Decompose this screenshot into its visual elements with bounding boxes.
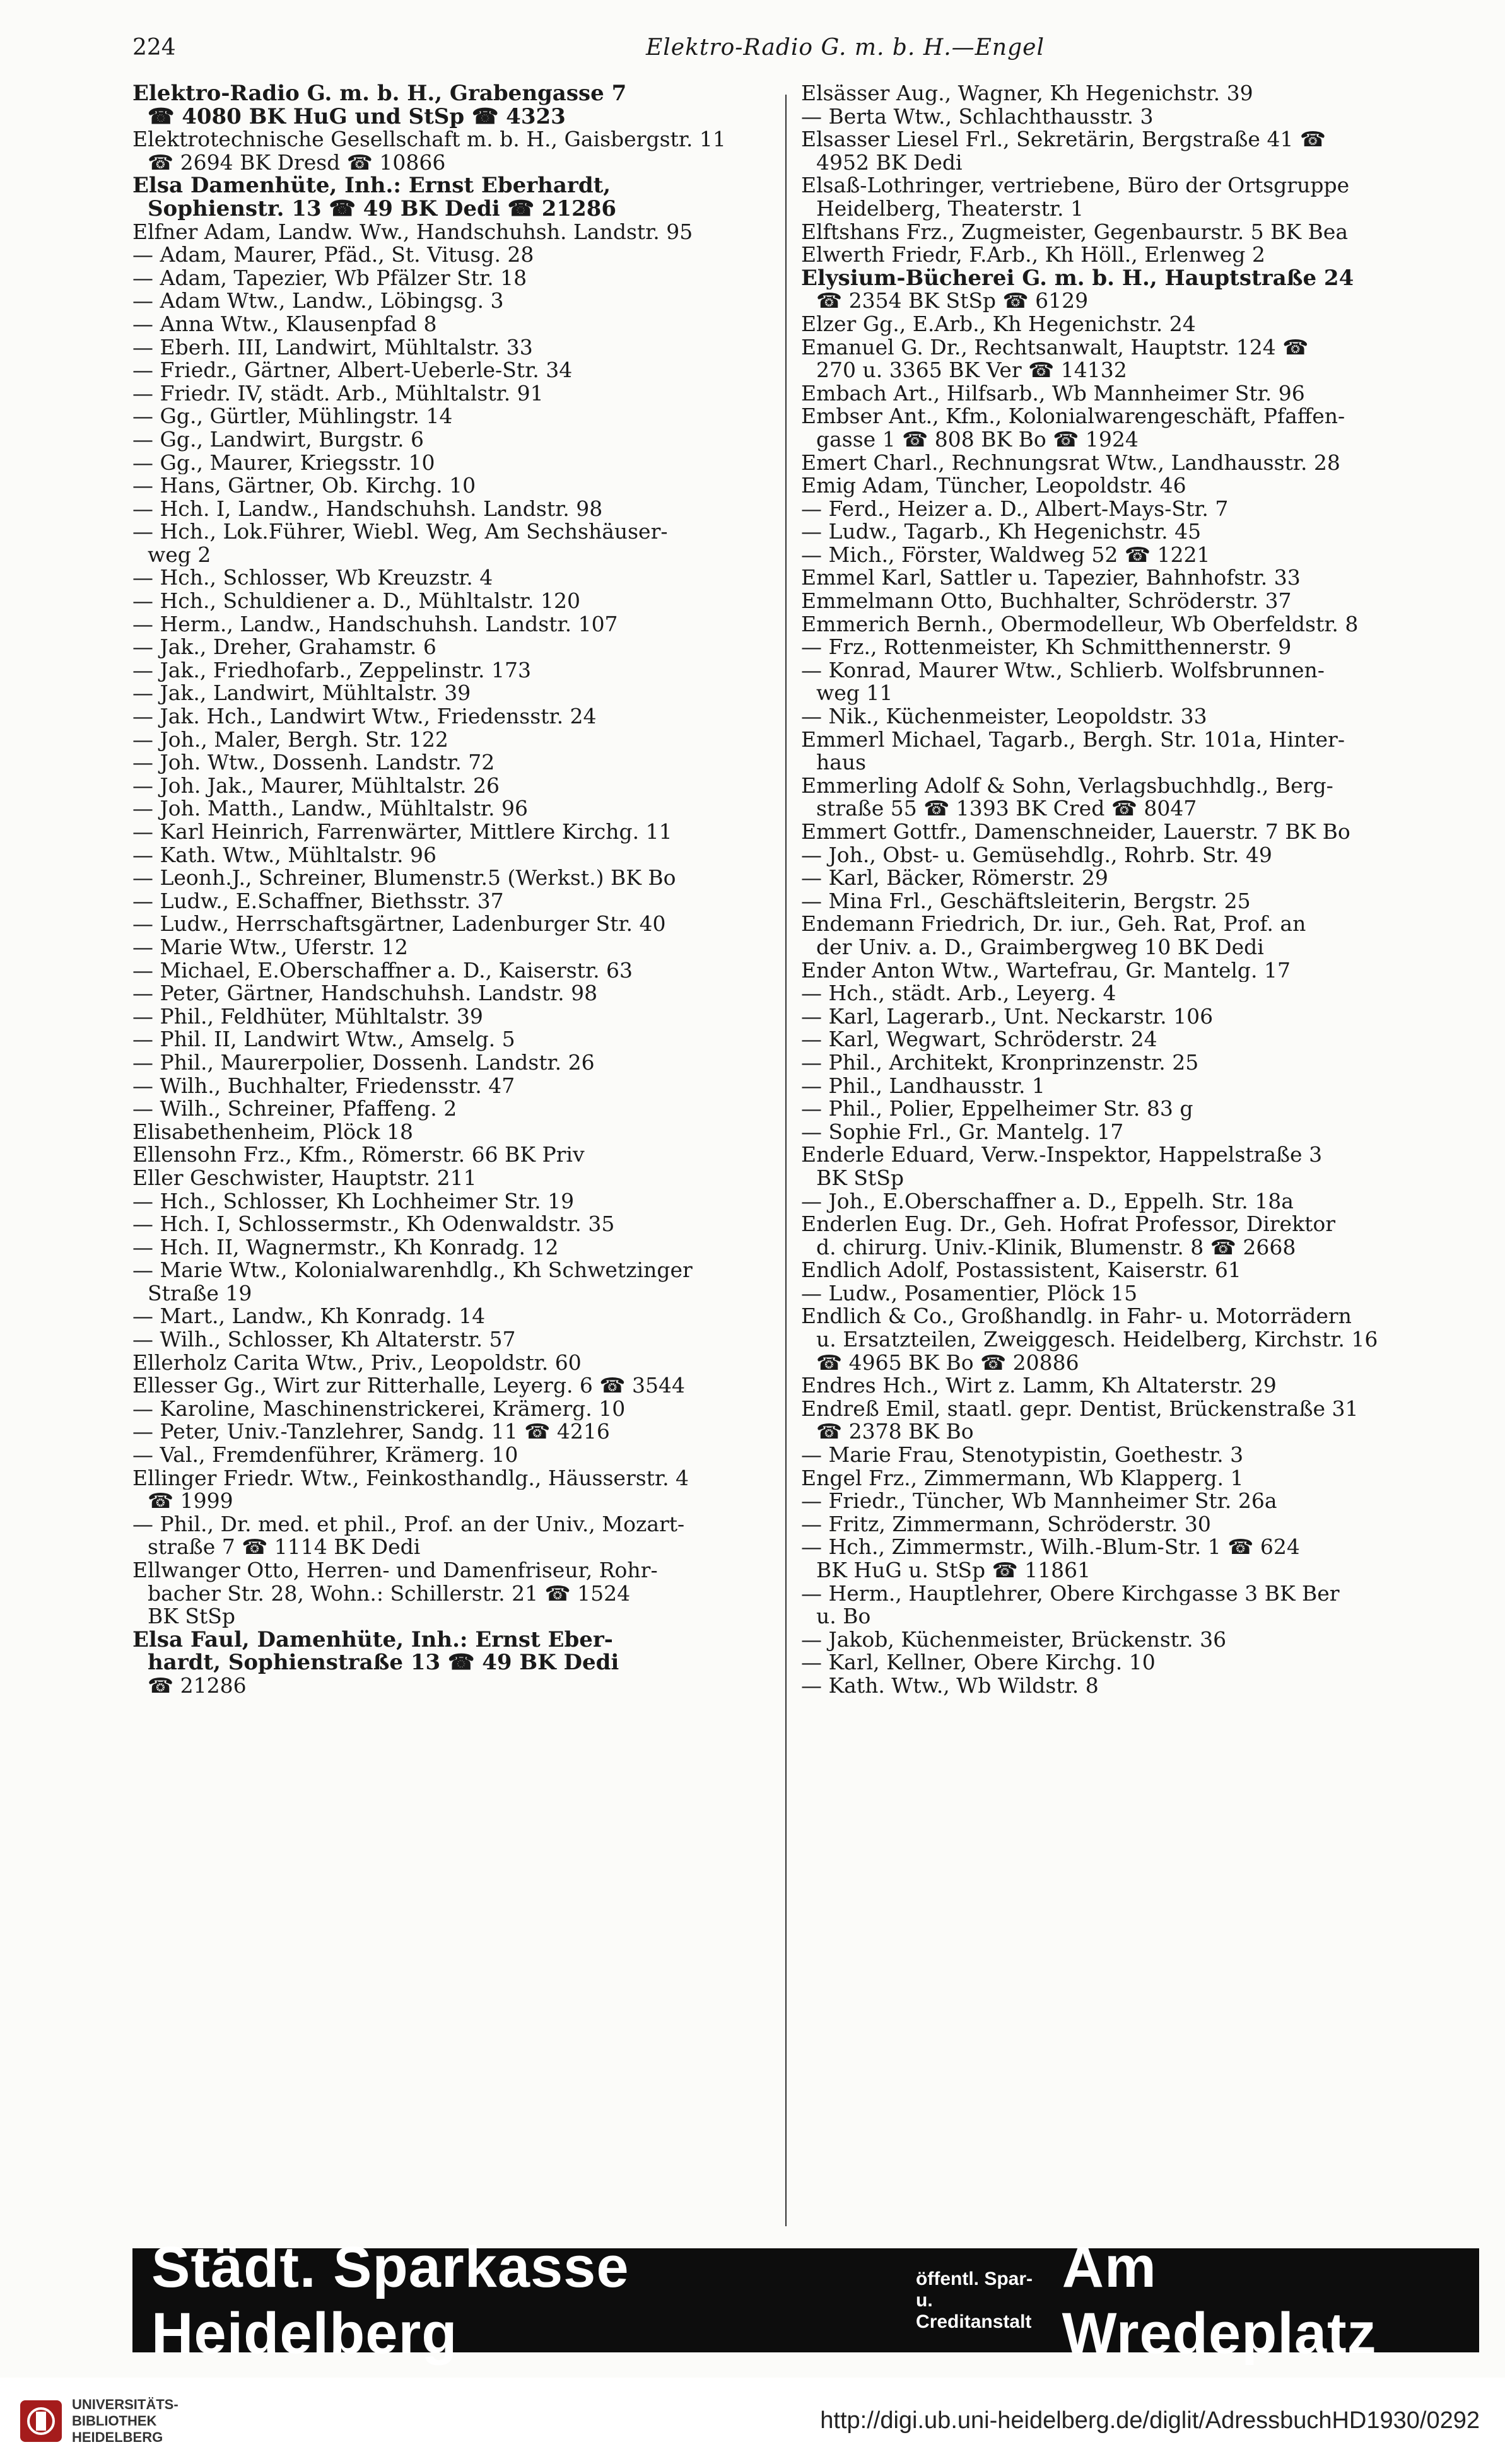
source-url[interactable]: http://digi.ub.uni-heidelberg.de/diglit/AdressbuchHD1930/0292 xyxy=(820,2407,1480,2434)
directory-entry: Ellesser Gg., Wirt zur Ritterhalle, Leyerg. 6 ☎ 3544 xyxy=(132,1374,685,1398)
directory-entry: Embser Ant., Kfm., Kolonialwarengeschäft, Pfaffen- xyxy=(801,405,1345,428)
directory-entry: — Fritz, Zimmermann, Schröderstr. 30 xyxy=(801,1512,1211,1536)
right-column xyxy=(801,82,1482,2239)
directory-entry: — Ludw., E.Schaffner, Biethsstr. 37 xyxy=(132,889,504,913)
directory-entry: Ellwanger Otto, Herren- und Damenfriseur, Rohr- xyxy=(132,1559,658,1582)
column-divider xyxy=(785,95,787,2226)
directory-entry: ☎ 2354 BK StSp ☎ 6129 xyxy=(816,289,1089,313)
directory-entry: haus xyxy=(816,751,867,774)
directory-entry: Straße 19 xyxy=(148,1282,252,1305)
directory-entry: — Wilh., Schreiner, Pfaffeng. 2 xyxy=(132,1097,457,1121)
directory-entry: Endreß Emil, staatl. gepr. Dentist, Brückenstraße 31 xyxy=(801,1397,1359,1421)
directory-entry: Elftshans Frz., Zugmeister, Gegenbaurstr. 5 BK Bea xyxy=(801,220,1349,244)
directory-entry: BK HuG u. StSp ☎ 11861 xyxy=(816,1559,1091,1582)
directory-entry: BK StSp xyxy=(148,1605,235,1628)
directory-entry: — Phil., Landhausstr. 1 xyxy=(801,1074,1045,1098)
footer-bar xyxy=(0,2378,1505,2464)
directory-entry: — Joh. Matth., Landw., Mühltalstr. 96 xyxy=(132,797,528,820)
directory-entry: — Kath. Wtw., Wb Wildstr. 8 xyxy=(801,1674,1099,1698)
directory-entry: — Frz., Rottenmeister, Kh Schmitthennerstr. 9 xyxy=(801,636,1292,659)
directory-entry: Enderlen Eug. Dr., Geh. Hofrat Professor, Direktor xyxy=(801,1213,1335,1236)
directory-entry: — Phil., Feldhüter, Mühltalstr. 39 xyxy=(132,1005,483,1029)
directory-entry: — Hch., Schlosser, Kh Lochheimer Str. 19 xyxy=(132,1189,575,1213)
directory-entry: Emmert Gottfr., Damenschneider, Lauerstr. 7 BK Bo xyxy=(801,820,1350,844)
directory-entry: — Wilh., Schlosser, Kh Altaterstr. 57 xyxy=(132,1328,516,1352)
directory-entry: — Ferd., Heizer a. D., Albert-Mays-Str. 7 xyxy=(801,497,1229,521)
advertisement-banner xyxy=(132,2234,1479,2366)
directory-entry: Ellinger Friedr. Wtw., Feinkosthandlg., Häusserstr. 4 xyxy=(132,1466,689,1490)
directory-entry: Endres Hch., Wirt z. Lamm, Kh Altaterstr. 29 xyxy=(801,1374,1277,1398)
directory-entry: — Hch. I, Landw., Handschuhsh. Landstr. 98 xyxy=(132,497,603,521)
directory-entry: Elysium-Bücherei G. m. b. H., Hauptstraße 24 xyxy=(801,266,1354,290)
directory-entry: Emig Adam, Tüncher, Leopoldstr. 46 xyxy=(801,474,1186,498)
directory-entry: — Herm., Hauptlehrer, Obere Kirchgasse 3 BK Ber xyxy=(801,1582,1340,1606)
directory-entry: — Hch. I, Schlossermstr., Kh Odenwaldstr. 35 xyxy=(132,1213,615,1236)
directory-entry: — Mich., Förster, Waldweg 52 ☎ 1221 xyxy=(801,543,1210,567)
directory-entry: — Joh., Maler, Bergh. Str. 122 xyxy=(132,728,448,752)
directory-entry: — Hch., Zimmermstr., Wilh.-Blum-Str. 1 ☎ 624 xyxy=(801,1536,1300,1559)
directory-entry: BK StSp xyxy=(816,1166,904,1190)
directory-entry: — Phil., Polier, Eppelheimer Str. 83 g xyxy=(801,1097,1193,1121)
directory-entry: — Peter, Gärtner, Handschuhsh. Landstr. 98 xyxy=(132,982,598,1005)
directory-entry: Elisabethenheim, Plöck 18 xyxy=(132,1120,413,1144)
directory-entry: 4952 BK Dedi xyxy=(816,151,963,175)
directory-entry: ☎ 4965 BK Bo ☎ 20886 xyxy=(816,1351,1079,1375)
directory-entry: — Phil., Dr. med. et phil., Prof. an der Univ., Mozart- xyxy=(132,1512,685,1536)
directory-entry: — Karoline, Maschinenstrickerei, Krämerg. 10 xyxy=(132,1397,626,1421)
directory-entry: — Hch., Schuldiener a. D., Mühltalstr. 120 xyxy=(132,590,580,613)
directory-entry: — Hch. II, Wagnermstr., Kh Konradg. 12 xyxy=(132,1235,559,1259)
directory-entry: — Wilh., Buchhalter, Friedensstr. 47 xyxy=(132,1074,515,1098)
directory-entry: — Kath. Wtw., Mühltalstr. 96 xyxy=(132,843,436,867)
directory-entry: — Joh. Jak., Maurer, Mühltalstr. 26 xyxy=(132,774,500,798)
directory-entry: — Michael, E.Oberschaffner a. D., Kaiserstr. 63 xyxy=(132,959,633,983)
directory-entry: — Mart., Landw., Kh Konradg. 14 xyxy=(132,1305,486,1329)
library-line1: UNIVERSITÄTS- xyxy=(72,2396,179,2412)
directory-entry: Elektrotechnische Gesellschaft m. b. H., Gaisbergstr. 11 xyxy=(132,128,726,151)
directory-entry: — Peter, Univ.-Tanzlehrer, Sandg. 11 ☎ 4216 xyxy=(132,1420,610,1444)
banner-small-line1: öffentl. Spar- u. xyxy=(916,2268,1033,2311)
directory-entry: d. chirurg. Univ.-Klinik, Blumenstr. 8 ☎ 2668 xyxy=(816,1235,1296,1259)
directory-entry: — Jakob, Küchenmeister, Brückenstr. 36 xyxy=(801,1628,1227,1652)
directory-entry: — Konrad, Maurer Wtw., Schlierb. Wolfsbrunnen- xyxy=(801,658,1325,682)
directory-entry: ☎ 2378 BK Bo xyxy=(816,1420,974,1444)
directory-entry: Emmerling Adolf & Sohn, Verlagsbuchhdlg., Berg- xyxy=(801,774,1333,798)
directory-entry: Heidelberg, Theaterstr. 1 xyxy=(816,197,1084,221)
directory-entry: — Eberh. III, Landwirt, Mühltalstr. 33 xyxy=(132,336,533,359)
university-library-logo xyxy=(19,2399,63,2443)
directory-entry: — Marie Wtw., Kolonialwarenhdlg., Kh Schwetzinger xyxy=(132,1259,693,1282)
directory-entry: — Phil. II, Landwirt Wtw., Amselg. 5 xyxy=(132,1028,515,1051)
directory-entry: — Gg., Maurer, Kriegsstr. 10 xyxy=(132,451,435,475)
directory-entry: u. Bo xyxy=(816,1605,871,1628)
directory-entry: — Friedr., Gärtner, Albert-Ueberle-Str. 34 xyxy=(132,359,573,382)
directory-entry: ☎ 1999 xyxy=(148,1490,233,1513)
directory-entry: — Jak. Hch., Landwirt Wtw., Friedensstr. 24 xyxy=(132,705,597,728)
directory-entry: der Univ. a. D., Graimbergweg 10 BK Dedi xyxy=(816,935,1264,959)
directory-entry: Enderle Eduard, Verw.-Inspektor, Happelstraße 3 xyxy=(801,1143,1323,1167)
directory-entry: — Jak., Dreher, Grahamstr. 6 xyxy=(132,636,436,659)
directory-entry: — Berta Wtw., Schlachthausstr. 3 xyxy=(801,105,1154,129)
directory-entry: straße 55 ☎ 1393 BK Cred ☎ 8047 xyxy=(816,797,1197,820)
directory-entry: Engel Frz., Zimmermann, Wb Klapperg. 1 xyxy=(801,1466,1244,1490)
directory-entry: — Hans, Gärtner, Ob. Kirchg. 10 xyxy=(132,474,476,498)
directory-entry: Elsa Damenhüte, Inh.: Ernst Eberhardt, xyxy=(132,174,611,197)
directory-entry: Elsässer Aug., Wagner, Kh Hegenichstr. 39 xyxy=(801,82,1253,105)
directory-entry: — Hch., Lok.Führer, Wiebl. Weg, Am Sechshäuser- xyxy=(132,520,668,544)
directory-entry: Elwerth Friedr, F.Arb., Kh Höll., Erlenweg 2 xyxy=(801,243,1265,267)
page-number: 224 xyxy=(132,34,176,61)
directory-entry: 270 u. 3365 BK Ver ☎ 14132 xyxy=(816,359,1127,382)
directory-entry: — Hch., städt. Arb., Leyerg. 4 xyxy=(801,982,1116,1005)
directory-entry: — Jak., Friedhofarb., Zeppelinstr. 173 xyxy=(132,658,532,682)
directory-entry: — Joh., Obst- u. Gemüsehdlg., Rohrb. Str. 49 xyxy=(801,843,1272,867)
banner-right-text: Am Wredeplatz xyxy=(1062,2234,1377,2366)
page-header xyxy=(132,25,1470,69)
directory-entry: — Jak., Landwirt, Mühltalstr. 39 xyxy=(132,682,471,706)
directory-entry: — Friedr. IV, städt. Arb., Mühltalstr. 91 xyxy=(132,382,544,406)
directory-entry: Elfner Adam, Landw. Ww., Handschuhsh. Landstr. 95 xyxy=(132,220,693,244)
directory-entry: ☎ 4080 BK HuG und StSp ☎ 4323 xyxy=(148,105,566,129)
directory-entry: Endemann Friedrich, Dr. iur., Geh. Rat, Prof. an xyxy=(801,913,1306,936)
directory-entry: — Joh. Wtw., Dossenh. Landstr. 72 xyxy=(132,751,495,774)
library-line2: BIBLIOTHEK xyxy=(72,2412,157,2429)
directory-entry: — Karl, Bäcker, Römerstr. 29 xyxy=(801,867,1108,890)
directory-entry: — Gg., Landwirt, Burgstr. 6 xyxy=(132,428,424,452)
directory-entry: bacher Str. 28, Wohn.: Schillerstr. 21 ☎ 1524 xyxy=(148,1582,631,1606)
directory-entry: Eller Geschwister, Hauptstr. 211 xyxy=(132,1166,477,1190)
directory-entry: hardt, Sophienstraße 13 ☎ 49 BK Dedi xyxy=(148,1651,619,1674)
directory-entry: — Anna Wtw., Klausenpfad 8 xyxy=(132,312,437,336)
directory-entry: — Nik., Küchenmeister, Leopoldstr. 33 xyxy=(801,705,1207,728)
directory-entry: — Herm., Landw., Handschuhsh. Landstr. 107 xyxy=(132,612,618,636)
directory-entry: Endlich Adolf, Postassistent, Kaiserstr. 61 xyxy=(801,1259,1241,1282)
directory-entry: — Leonh.J., Schreiner, Blumenstr.5 (Werkst.) BK Bo xyxy=(132,867,676,890)
running-head: Elektro-Radio G. m. b. H.—Engel xyxy=(646,34,1045,61)
directory-entry: Endlich & Co., Großhandlg. in Fahr- u. Motorrädern xyxy=(801,1305,1352,1329)
directory-entry: Elzer Gg., E.Arb., Kh Hegenichstr. 24 xyxy=(801,312,1196,336)
banner-left-text: Städt. Sparkasse Heidelberg xyxy=(151,2234,630,2366)
directory-entry: Emert Charl., Rechnungsrat Wtw., Landhausstr. 28 xyxy=(801,451,1340,475)
directory-entry: Ellerholz Carita Wtw., Priv., Leopoldstr. 60 xyxy=(132,1351,582,1375)
left-column xyxy=(132,82,776,2239)
directory-entry: — Mina Frl., Geschäftsleiterin, Bergstr. 25 xyxy=(801,889,1251,913)
directory-entry: u. Ersatzteilen, Zweiggesch. Heidelberg, Kirchstr. 16 xyxy=(816,1328,1378,1352)
directory-entry: Ellensohn Frz., Kfm., Römerstr. 66 BK Priv xyxy=(132,1143,585,1167)
directory-entry: — Ludw., Tagarb., Kh Hegenichstr. 45 xyxy=(801,520,1202,544)
directory-entry: — Phil., Architekt, Kronprinzenstr. 25 xyxy=(801,1051,1199,1075)
directory-entry: — Ludw., Herrschaftsgärtner, Ladenburger Str. 40 xyxy=(132,913,666,936)
directory-entry: weg 11 xyxy=(816,682,893,706)
directory-entry: Elsasser Liesel Frl., Sekretärin, Bergstraße 41 ☎ xyxy=(801,128,1326,151)
directory-entry: straße 7 ☎ 1114 BK Dedi xyxy=(148,1536,421,1559)
directory-entry: — Val., Fremdenführer, Krämerg. 10 xyxy=(132,1444,518,1467)
directory-entry: weg 2 xyxy=(148,543,211,567)
directory-entry: ☎ 2694 BK Dresd ☎ 10866 xyxy=(148,151,446,175)
directory-entry: Elsa Faul, Damenhüte, Inh.: Ernst Eber- xyxy=(132,1628,613,1652)
directory-entry: gasse 1 ☎ 808 BK Bo ☎ 1924 xyxy=(816,428,1139,452)
directory-entry: Elektro-Radio G. m. b. H., Grabengasse 7 xyxy=(132,82,627,105)
directory-entry: Emmerich Bernh., Obermodelleur, Wb Oberfeldstr. 8 xyxy=(801,612,1359,636)
directory-entry: — Phil., Maurerpolier, Dossenh. Landstr. 26 xyxy=(132,1051,595,1075)
directory-entry: Emmel Karl, Sattler u. Tapezier, Bahnhofstr. 33 xyxy=(801,566,1301,590)
directory-entry: Embach Art., Hilfsarb., Wb Mannheimer Str. 96 xyxy=(801,382,1305,406)
banner-small-line2: Creditanstalt xyxy=(916,2311,1032,2332)
directory-entry: — Karl, Kellner, Obere Kirchg. 10 xyxy=(801,1651,1156,1674)
directory-entry: — Adam, Maurer, Pfäd., St. Vitusg. 28 xyxy=(132,243,534,267)
directory-entry: — Gg., Gürtler, Mühlingstr. 14 xyxy=(132,405,453,428)
directory-entry: — Sophie Frl., Gr. Mantelg. 17 xyxy=(801,1120,1124,1144)
library-logo[interactable] xyxy=(19,2397,179,2446)
directory-entry: Ender Anton Wtw., Wartefrau, Gr. Mantelg. 17 xyxy=(801,959,1291,983)
directory-entry: — Karl, Lagerarb., Unt. Neckarstr. 106 xyxy=(801,1005,1214,1029)
directory-entry: — Marie Frau, Stenotypistin, Goethestr. 3 xyxy=(801,1444,1244,1467)
directory-entry: — Karl, Wegwart, Schröderstr. 24 xyxy=(801,1028,1157,1051)
directory-entry: — Hch., Schlosser, Wb Kreuzstr. 4 xyxy=(132,566,493,590)
directory-entry: Emmerl Michael, Tagarb., Bergh. Str. 101a, Hinter- xyxy=(801,728,1345,752)
directory-entry: ☎ 21286 xyxy=(148,1674,247,1698)
directory-entry: Emanuel G. Dr., Rechtsanwalt, Hauptstr. 124 ☎ xyxy=(801,336,1309,359)
directory-entry: Sophienstr. 13 ☎ 49 BK Dedi ☎ 21286 xyxy=(148,197,617,221)
directory-entry: — Karl Heinrich, Farrenwärter, Mittlere Kirchg. 11 xyxy=(132,820,672,844)
directory-entry: — Adam, Tapezier, Wb Pfälzer Str. 18 xyxy=(132,266,527,290)
library-line3: HEIDELBERG xyxy=(72,2429,163,2445)
directory-entry: — Ludw., Posamentier, Plöck 15 xyxy=(801,1282,1138,1305)
banner-small-text xyxy=(916,2268,1046,2333)
directory-entry: — Adam Wtw., Landw., Löbingsg. 3 xyxy=(132,289,504,313)
library-name xyxy=(72,2397,179,2446)
directory-entry: — Friedr., Tüncher, Wb Mannheimer Str. 26a xyxy=(801,1490,1277,1513)
directory-entry: — Joh., E.Oberschaffner a. D., Eppelh. Str. 18a xyxy=(801,1189,1294,1213)
directory-entry: Elsaß-Lothringer, vertriebene, Büro der Ortsgruppe xyxy=(801,174,1350,197)
directory-entry: Emmelmann Otto, Buchhalter, Schröderstr. 37 xyxy=(801,590,1292,613)
directory-entry: — Marie Wtw., Uferstr. 12 xyxy=(132,935,408,959)
